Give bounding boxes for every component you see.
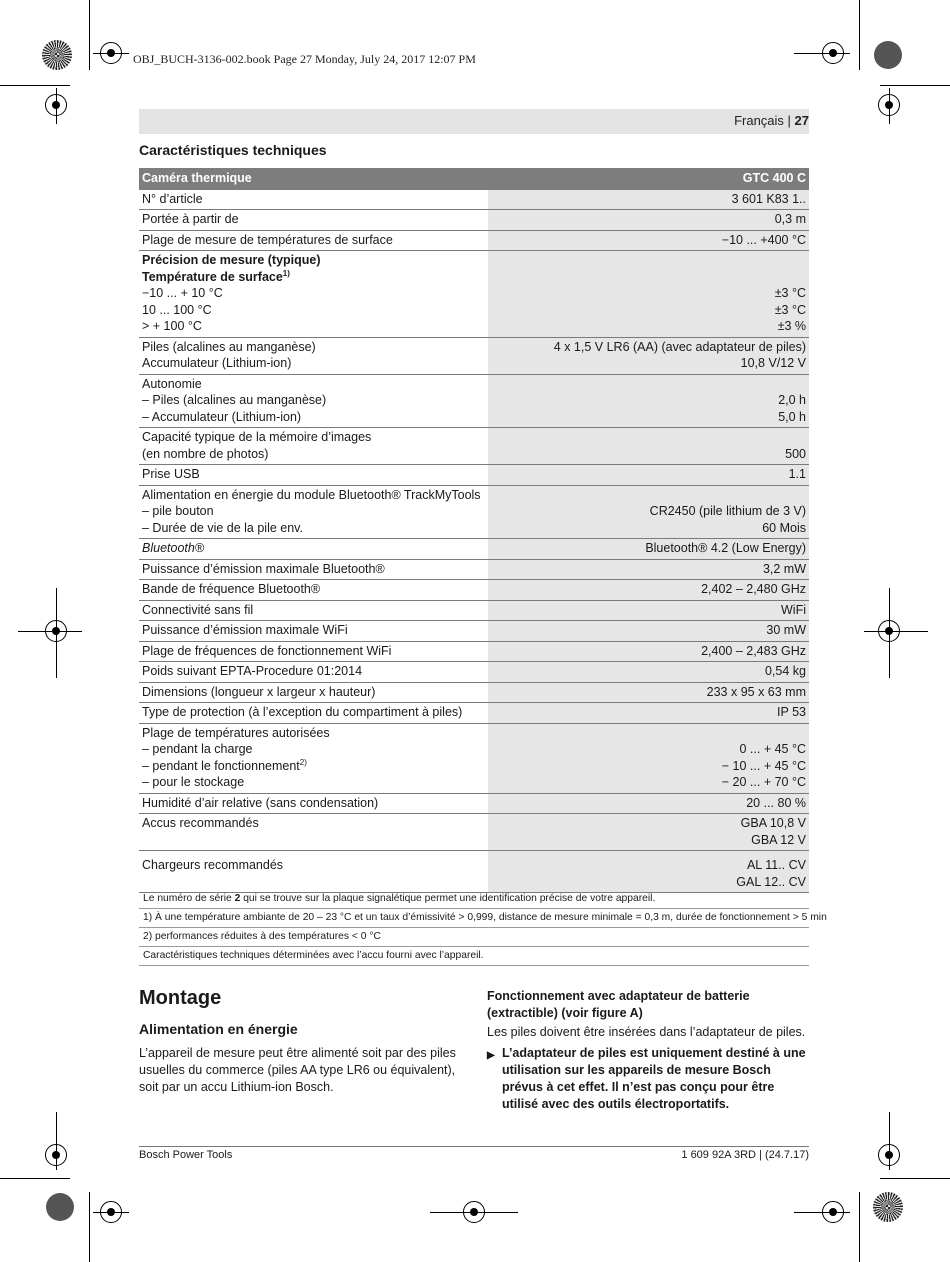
registration-dots-icon (46, 1193, 74, 1221)
row-label-line (142, 758, 485, 775)
row-value (488, 814, 810, 851)
row-value: 2,402 – 2,480 GHz (488, 580, 810, 601)
row-label-line: – Piles (alcalines au manganèse) (142, 393, 327, 407)
table-row (139, 559, 809, 580)
crop-mark (880, 85, 950, 86)
row-value-line: GBA 12 V (751, 832, 806, 847)
row-label: Puissance d’émission maximale WiFi (139, 621, 488, 642)
footer-divider (139, 1146, 809, 1147)
adapter-paragraph: Les piles doivent être insérées dans l’adaptateur de piles. (487, 1025, 806, 1039)
row-label: Connectivité sans fil (139, 600, 488, 621)
row-value-line: AL 11.. CV (746, 858, 806, 872)
row-value: 30 mW (488, 621, 810, 642)
row-value-line (491, 269, 807, 286)
table-row (139, 793, 809, 814)
row-value-line (491, 252, 807, 269)
power-supply-paragraph: L’appareil de mesure peut être alimenté soit par des piles usuelles du commerce (piles AA type LR6 ou équivalent), soit par un accu Lithium-ion Bosch. (139, 1046, 456, 1094)
row-value: 2,400 – 2,483 GHz (488, 641, 810, 662)
triangle-right-icon: ▶ (487, 1050, 495, 1061)
serial-note (139, 890, 809, 909)
row-label-line: −10 ... + 10 °C (142, 286, 223, 300)
row-label: Prise USB (139, 465, 488, 486)
crop-mark (0, 1178, 70, 1179)
table-row (139, 210, 809, 231)
row-label-line: – pendant la charge (142, 742, 253, 756)
page-header (734, 113, 809, 128)
spec-table-header (139, 168, 809, 189)
table-row (139, 189, 809, 210)
page-number: 27 (794, 113, 809, 128)
print-header: OBJ_BUCH-3136-002.book Page 27 Monday, July 24, 2017 12:07 PM (133, 52, 476, 66)
row-value: 20 ... 80 % (488, 793, 810, 814)
table-row (139, 703, 809, 724)
crosshair-line (93, 53, 129, 54)
row-value-line: 60 Mois (762, 520, 806, 535)
footnote-1: 1) À une température ambiante de 20 – 23 °C et un taux d’émissivité > 0,999, distance de mesure minimale = 0,3 m, durée de fonctionnement > 5 min (139, 909, 809, 928)
table-row (139, 723, 809, 793)
registration-target-icon (42, 40, 72, 70)
crosshair-line (56, 1112, 57, 1170)
section-title: Caractéristiques techniques (139, 142, 327, 158)
header-label: Caméra thermique (139, 168, 488, 189)
row-value-line: GAL 12.. CV (736, 874, 806, 889)
row-value: WiFi (488, 600, 810, 621)
crosshair-line (56, 88, 57, 124)
row-label (139, 485, 488, 539)
power-supply-subtitle: Alimentation en énergie (139, 1021, 298, 1037)
language-label: Français (734, 113, 784, 128)
row-value: 3,2 mW (488, 559, 810, 580)
row-label-line: Plage de températures autorisées (142, 725, 330, 740)
page-header-band (139, 109, 809, 134)
row-label (139, 723, 488, 793)
note-ref: 2 (234, 893, 241, 904)
row-value-line: 4 x 1,5 V LR6 (AA) (avec adaptateur de piles) (553, 339, 806, 354)
row-label (139, 337, 488, 374)
row-value-line (491, 725, 807, 742)
row-label-line: (en nombre de photos) (142, 446, 269, 461)
table-notes (139, 890, 827, 966)
table-row (139, 682, 809, 703)
table-row (139, 428, 809, 465)
row-value: 0,3 m (488, 210, 810, 231)
registration-dots-icon (874, 41, 902, 69)
note-text: Le numéro de série (143, 893, 235, 904)
crosshair-line (889, 1112, 890, 1170)
row-value: −10 ... +400 °C (488, 230, 810, 251)
row-label-line: Chargeurs recommandés (142, 858, 284, 872)
row-value: IP 53 (488, 703, 810, 724)
row-label-line (142, 269, 485, 286)
table-row (139, 374, 809, 428)
warning-text: L’adaptateur de piles est uniquement destiné à une utilisation sur les appareils de mesure Bosch prévus à cet effet. Il n’est pas conçu pour être utilisé avec des outils électroportatifs. (502, 1046, 806, 1111)
crosshair-line (889, 588, 890, 678)
row-label: Plage de mesure de températures de surface (139, 230, 488, 251)
row-value: 3 601 K83 1.. (488, 189, 810, 210)
row-value (488, 337, 810, 374)
montage-title: Montage (139, 987, 222, 1009)
row-label-text: – pendant le fonctionnement (142, 758, 300, 773)
header-model: GTC 400 C (488, 168, 810, 189)
determined-note: Caractéristiques techniques déterminées avec l’accu fourni avec l’appareil. (139, 947, 809, 966)
row-label (139, 814, 488, 851)
crosshair-line (889, 88, 890, 124)
row-label-line: Précision de mesure (typique) (142, 253, 321, 267)
row-label-line: Accus recommandés (142, 816, 259, 830)
crosshair-line (18, 631, 82, 632)
row-value-line: − 20 ... + 70 °C (721, 775, 806, 789)
row-value-line: ±3 % (777, 319, 806, 333)
registration-target-icon (873, 1192, 903, 1222)
row-label-line: – pile bouton (142, 504, 214, 518)
row-value (488, 485, 810, 539)
row-value-line: 2,0 h (778, 393, 806, 407)
crop-mark (89, 1192, 90, 1262)
row-label: Type de protection (à l’exception du compartiment à piles) (139, 703, 488, 724)
row-label: Humidité d’air relative (sans condensation) (139, 793, 488, 814)
table-row (139, 851, 809, 893)
table-row (139, 600, 809, 621)
row-label (139, 428, 488, 465)
row-value (488, 251, 810, 338)
table-row (139, 465, 809, 486)
row-label (139, 851, 488, 893)
row-value-line (491, 429, 807, 446)
row-value: 1.1 (488, 465, 810, 486)
crop-mark (859, 1192, 860, 1262)
crop-mark (0, 85, 70, 86)
row-label-line: 10 ... 100 °C (142, 302, 212, 317)
crosshair-line (864, 631, 928, 632)
crosshair-line (794, 53, 850, 54)
note-text: qui se trouve sur la plaque signalétique permet une identification précise de votre appareil. (240, 893, 656, 904)
row-value (488, 374, 810, 428)
row-label-line: – Durée de vie de la pile env. (142, 520, 303, 535)
row-value-line: − 10 ... + 45 °C (721, 758, 806, 773)
table-row (139, 580, 809, 601)
table-row (139, 641, 809, 662)
row-value-line: 10,8 V/12 V (740, 356, 806, 370)
adapter-warning (487, 1045, 809, 1113)
table-row (139, 251, 809, 338)
row-value-line: GBA 10,8 V (740, 816, 806, 830)
row-label: Portée à partir de (139, 210, 488, 231)
footer-left: Bosch Power Tools (139, 1149, 233, 1161)
crop-mark (859, 0, 860, 70)
header-separator: | (783, 113, 795, 128)
row-label (139, 374, 488, 428)
row-value-line (491, 487, 807, 504)
table-row (139, 814, 809, 851)
row-value-line (491, 376, 807, 393)
row-label-line: > + 100 °C (142, 319, 202, 333)
footnote-2: 2) performances réduites à des températures < 0 °C (139, 928, 809, 947)
row-label: N° d’article (139, 189, 488, 210)
row-value-line: ±3 °C (774, 302, 806, 317)
row-value-line: 500 (785, 446, 806, 461)
row-label-line: Capacité typique de la mémoire d’images (142, 430, 372, 444)
row-label: Bluetooth® (139, 539, 488, 560)
row-label: Dimensions (longueur x largeur x hauteur) (139, 682, 488, 703)
table-row (139, 539, 809, 560)
crop-mark (880, 1178, 950, 1179)
table-row (139, 230, 809, 251)
crosshair-line (430, 1212, 518, 1213)
row-label: Bande de fréquence Bluetooth® (139, 580, 488, 601)
row-label-line: Piles (alcalines au manganèse) (142, 339, 316, 354)
crosshair-line (93, 1212, 129, 1213)
table-row (139, 662, 809, 683)
row-value: 0,54 kg (488, 662, 810, 683)
footer-right: 1 609 92A 3RD | (24.7.17) (681, 1149, 809, 1161)
row-value (488, 428, 810, 465)
row-value: Bluetooth® 4.2 (Low Energy) (488, 539, 810, 560)
row-label-line: Alimentation en énergie du module Bluetooth® TrackMyTools (142, 487, 481, 502)
row-value-line: CR2450 (pile lithium de 3 V) (649, 504, 806, 518)
row-label-line: Accumulateur (Lithium-ion) (142, 356, 292, 370)
row-label-line: – Accumulateur (Lithium-ion) (142, 409, 302, 424)
row-value-line: ±3 °C (774, 286, 806, 300)
footnote-ref: 1) (282, 268, 290, 278)
row-label (139, 251, 488, 338)
crop-mark (89, 0, 90, 70)
row-value-line: 0 ... + 45 °C (739, 742, 806, 756)
table-row (139, 485, 809, 539)
row-label-line: – pour le stockage (142, 775, 245, 789)
row-label-text: Température de surface (142, 269, 283, 284)
row-label: Puissance d’émission maximale Bluetooth® (139, 559, 488, 580)
footnote-ref: 2) (299, 757, 307, 767)
table-row (139, 621, 809, 642)
adapter-heading: Fonctionnement avec adaptateur de batterie (extractible) (voir figure A) (487, 989, 750, 1020)
spec-table (139, 168, 809, 893)
table-row (139, 337, 809, 374)
row-value (488, 851, 810, 893)
row-value (488, 723, 810, 793)
row-label-line: Autonomie (142, 376, 202, 391)
crosshair-line (794, 1212, 850, 1213)
row-value: 233 x 95 x 63 mm (488, 682, 810, 703)
row-value-line: 5,0 h (778, 409, 806, 424)
row-label: Plage de fréquences de fonctionnement WiFi (139, 641, 488, 662)
crosshair-line (56, 588, 57, 678)
row-label: Poids suivant EPTA-Procedure 01:2014 (139, 662, 488, 683)
